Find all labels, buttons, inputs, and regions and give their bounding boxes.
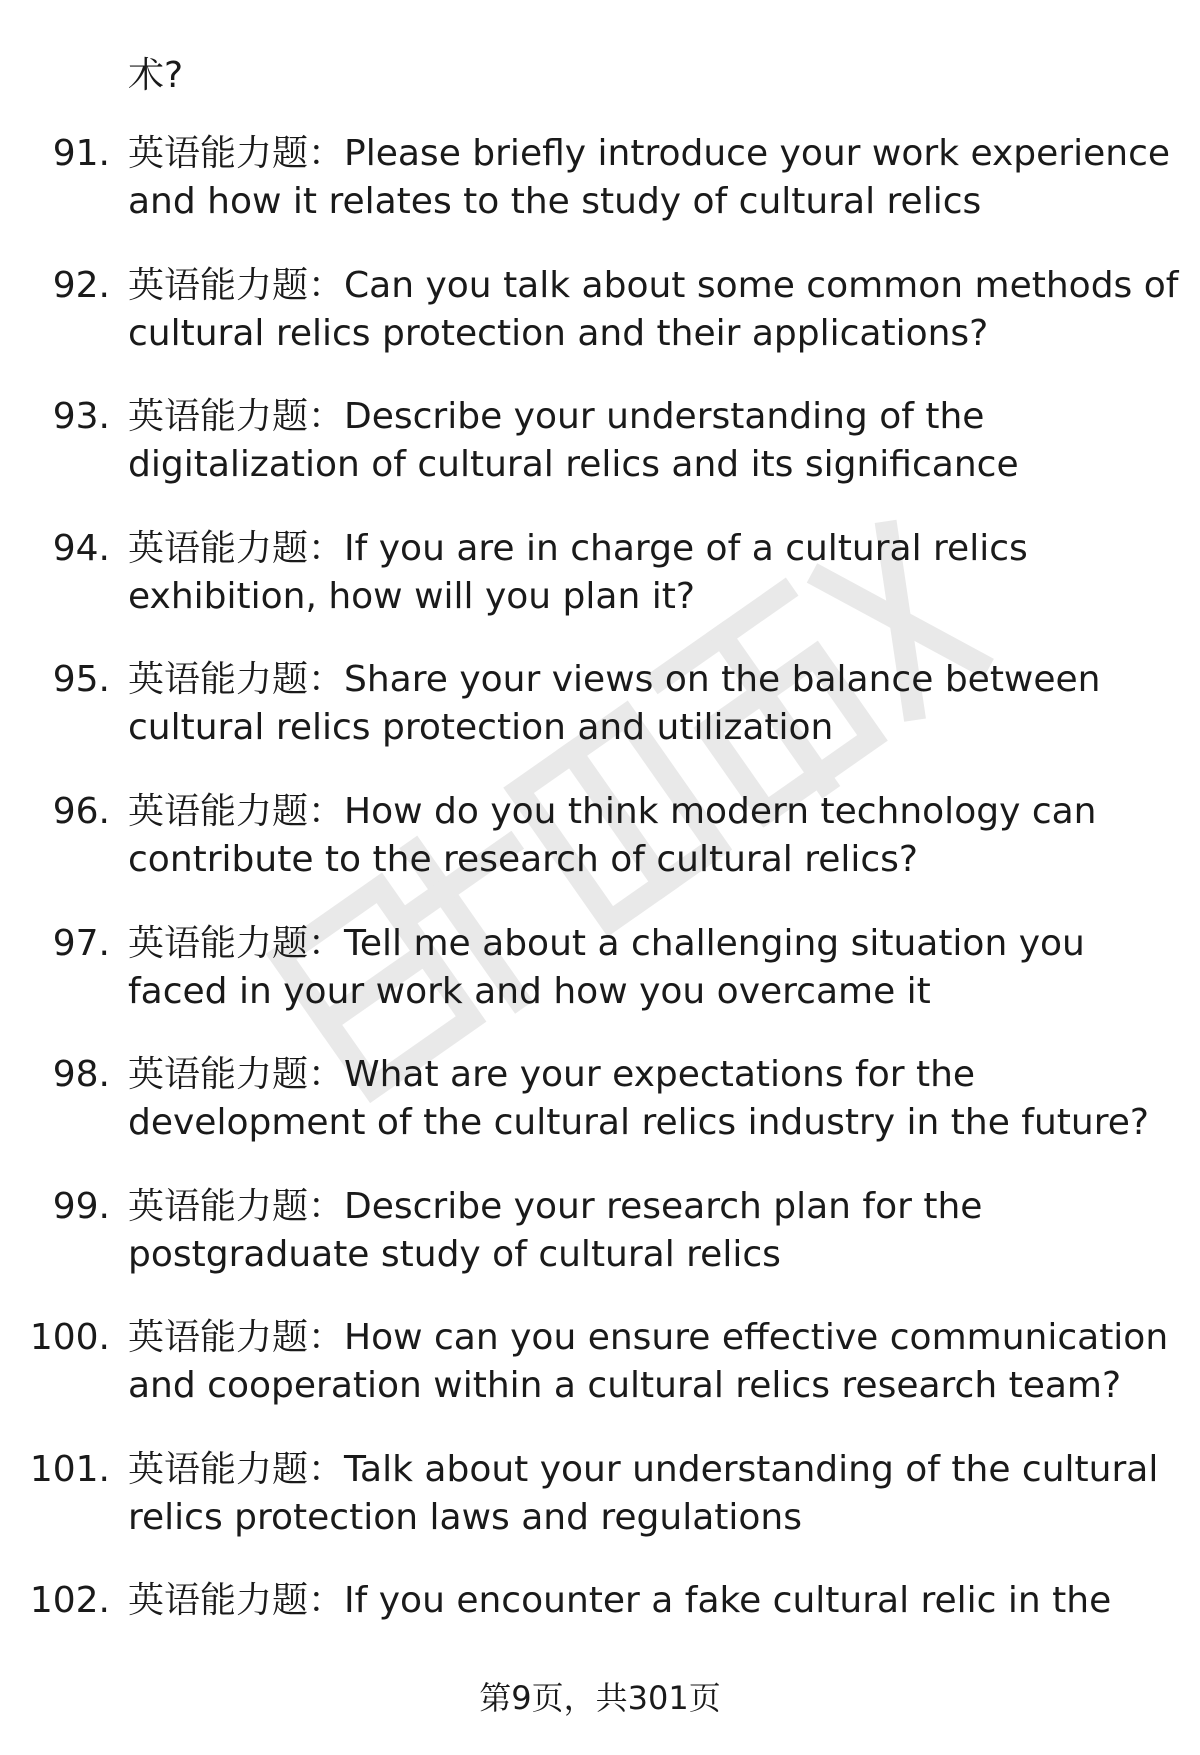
question-line: [128, 130, 1171, 178]
question-line: [128, 393, 1168, 441]
question-line-text: relics protection laws and regulations: [128, 1497, 802, 1538]
question-text: [128, 262, 1179, 358]
question-line-text: cultural relics protection and their applications?: [128, 313, 989, 354]
question-text: [128, 1446, 1168, 1542]
question-text: [128, 393, 1168, 489]
question-text: [128, 1051, 1168, 1147]
question-line: [128, 788, 1168, 836]
question-line: [128, 1577, 1168, 1625]
question-line-text: Talk about your understanding of the cultural: [344, 1449, 1159, 1490]
question-line-text: Describe your research plan for the: [344, 1186, 983, 1227]
question-line-text: development of the cultural relics industry in the future?: [128, 1102, 1149, 1143]
question-line-text: digitalization of cultural relics and its significance: [128, 444, 1019, 485]
question-text: [128, 130, 1171, 226]
question-text: [128, 656, 1168, 752]
page-footer: 第9页，共301页: [479, 1679, 721, 1717]
question-number: 92.: [52, 265, 110, 306]
question-line-text: and cooperation within a cultural relics research team?: [128, 1365, 1122, 1406]
continued-text: 术?: [128, 55, 184, 96]
question-line-text: Please briefly introduce your work experience: [344, 133, 1171, 174]
question-text: [128, 1183, 1168, 1279]
question-line-text: How can you ensure effective communication: [344, 1317, 1169, 1358]
question-line: [128, 262, 1179, 310]
question-prefix: 英语能力题：: [128, 396, 345, 437]
question-prefix: 英语能力题：: [128, 1317, 345, 1358]
question-line: [128, 1051, 1168, 1099]
question-prefix: 英语能力题：: [128, 528, 345, 569]
question-text: [128, 788, 1168, 884]
question-text: [128, 1577, 1168, 1625]
question-line-text: faced in your work and how you overcame it: [128, 971, 931, 1012]
question-number: 98.: [52, 1054, 110, 1095]
question-line-text: If you encounter a fake cultural relic in the: [344, 1580, 1112, 1621]
question-prefix: 英语能力题：: [128, 1580, 345, 1621]
question-number: 99.: [52, 1186, 110, 1227]
question-text: [128, 525, 1168, 621]
question-line-text: What are your expectations for the: [344, 1054, 976, 1095]
question-line: [128, 1183, 1168, 1231]
question-prefix: 英语能力题：: [128, 923, 345, 964]
question-text: [128, 920, 1168, 1016]
question-prefix: 英语能力题：: [128, 659, 345, 700]
question-prefix: 英语能力题：: [128, 791, 345, 832]
question-line: [128, 525, 1168, 573]
question-line: [128, 656, 1168, 704]
question-line-text: and how it relates to the study of cultural relics: [128, 181, 982, 222]
question-line: [128, 1446, 1168, 1494]
question-line-text: If you are in charge of a cultural relics: [344, 528, 1028, 569]
question-text: [128, 1314, 1168, 1410]
question-line-text: postgraduate study of cultural relics: [128, 1234, 781, 1275]
question-prefix: 英语能力题：: [128, 1186, 345, 1227]
question-line-text: exhibition, how will you plan it?: [128, 576, 695, 617]
question-number: 93.: [52, 396, 110, 437]
question-number: 101.: [29, 1449, 110, 1490]
question-prefix: 英语能力题：: [128, 265, 345, 306]
question-prefix: 英语能力题：: [128, 1054, 345, 1095]
question-line-text: Tell me about a challenging situation you: [344, 923, 1085, 964]
question-number: 91.: [52, 133, 110, 174]
question-number: 95.: [52, 659, 110, 700]
question-number: 100.: [29, 1317, 110, 1358]
question-line-text: Can you talk about some common methods of: [344, 265, 1179, 306]
question-line: [128, 920, 1168, 968]
question-number: 96.: [52, 791, 110, 832]
question-line-text: cultural relics protection and utilization: [128, 707, 834, 748]
question-prefix: 英语能力题：: [128, 133, 345, 174]
question-line-text: How do you think modern technology can: [344, 791, 1097, 832]
question-number: 94.: [52, 528, 110, 569]
question-number: 97.: [52, 923, 110, 964]
question-line-text: Share your views on the balance between: [344, 659, 1101, 700]
question-line-text: contribute to the research of cultural relics?: [128, 839, 919, 880]
question-prefix: 英语能力题：: [128, 1449, 345, 1490]
question-line: [128, 1314, 1168, 1362]
question-line-text: Describe your understanding of the: [344, 396, 985, 437]
question-number: 102.: [29, 1580, 110, 1621]
